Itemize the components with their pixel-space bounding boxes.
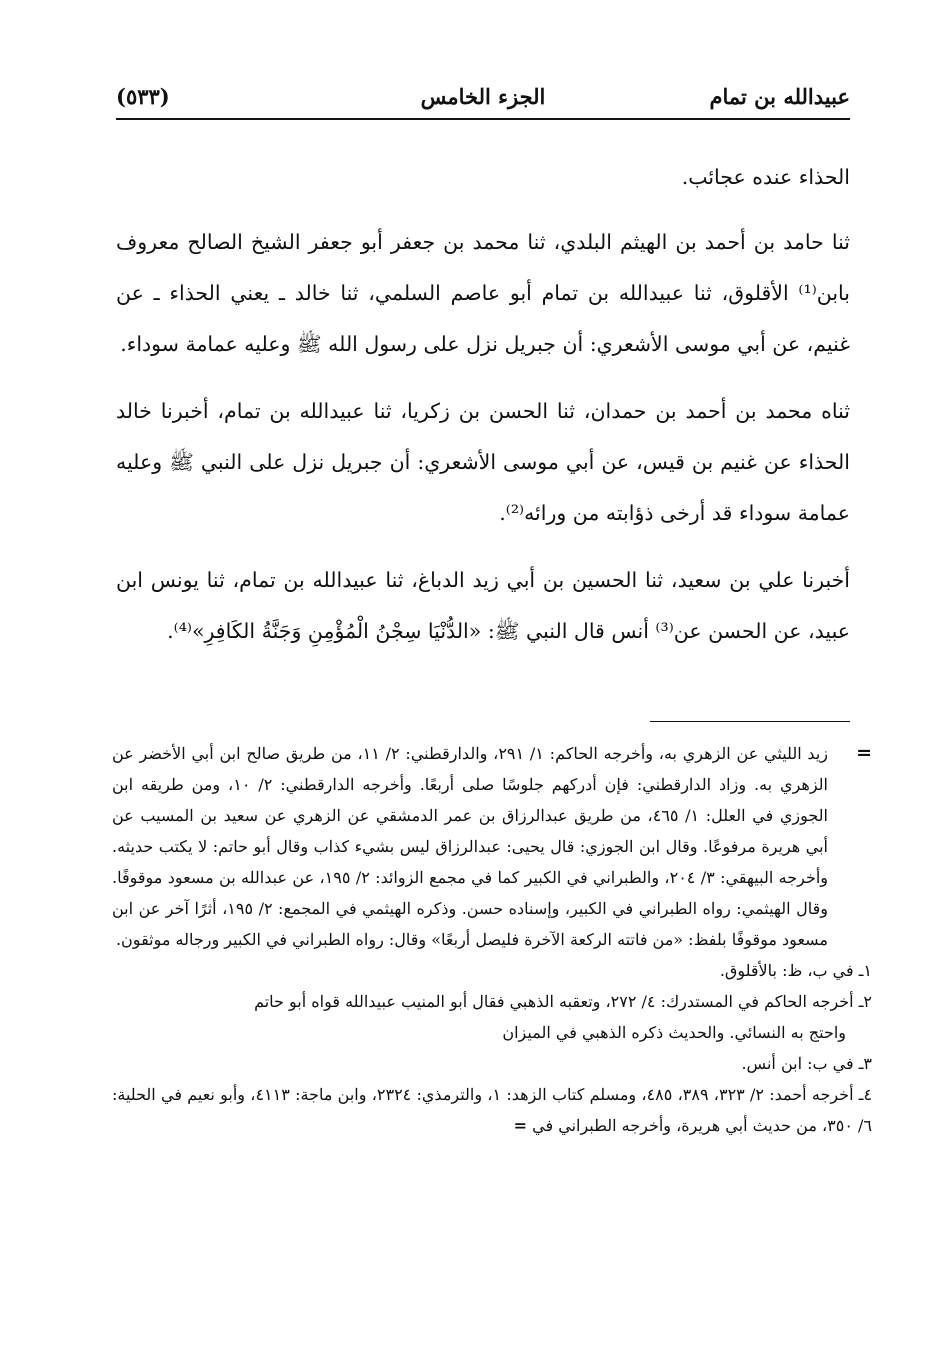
footnote-4-text: ٤ـ أخرجه أحمد: ٢/ ٣٢٣، ٣٨٩، ٤٨٥، ومسلم كتاب الزهد: ١، والترمذي: ٢٣٢٤، وابن ماجة: ٤١١٣، وأبو نعيم في الحلية: ٦/ ٣٥٠، من حديث أبي هريرة، وأخرجه الطبراني في [112, 1085, 873, 1135]
continuation-text: زيد الليثي عن الزهري به، وأخرجه الحاكم: ١/ ٢٩١، والدارقطني: ٢/ ١١، من طريق صالح ابن أبي الأخضر عن الزهري به. وزاد الدارقطني: فإن أدركهم جلوسًا صلى أربعًا. وأخرجه الدارقطني: ٢/ ١٠، ومن طريقه ابن الجوزي في العلل: ١/ ٤٦٥، من طريق عبدالرزاق بن عمر الدمشقي عن الزهري عن سعيد بن المسيب عن أبي هريرة مرفوعًا. وقال ابن الجوزي: قال يحيى: عبدالرزاق ليس بشيء كذاب وقال أبو حاتم: لا يكتب حديثه. وأخرجه البيهقي: ٣/ ٢٠٤، والطبراني في الكبير كما في مجمع الزوائد: ٢/ ١٩٥، عن عبدالله بن مسعود موقوفًا. وقال الهيثمي: رواه الطبراني في الكبير، وإسناده حسن. وذكره الهيثمي في المجمع: ٢/ ١٩٥، أثرًا آخر عن ابن مسعود موقوفًا بلفظ: «من فاتته الركعة الآخرة فليصل أربعًا» وقال: رواه الطبراني في الكبير ورجاله موثقون. [112, 744, 829, 949]
paragraph-1: الحذاء عنده عجائب. [681, 165, 850, 189]
header-author: عبيدالله بن تمام [709, 84, 850, 109]
footnote-2-continued: واحتج به النسائي. والحديث ذكره الذهبي في الميزان [502, 1023, 846, 1042]
footnotes [112, 738, 872, 1141]
paragraph-2: ثنا حامد بن أحمد بن الهيثم البلدي، ثنا محمد بن جعفر أبو جعفر الشيخ الصالح معروف بابن⁽¹⁾ الأقلوق، ثنا عبيدالله بن تمام أبو عاصم السلمي، ثنا خالد ـ يعني الحذاء ـ عن غنيم، عن أبي موسى الأشعري: أن جبريل نزل على رسول الله ﷺ وعليه عمامة سوداء. [116, 230, 850, 356]
continuation-marker: = [856, 742, 872, 764]
footnote-separator [650, 721, 850, 722]
footnote-2: ٢ـ أخرجه الحاكم في المستدرك: ٤/ ٢٧٢، وتعقبه الذهبي فقال أبو المنيب عبيدالله قواه أبو حاتم [254, 992, 872, 1011]
footnote-1: ١ـ في ب، ظ: بالأقلوق. [719, 961, 872, 980]
running-header [116, 84, 850, 118]
footnote-3: ٣ـ في ب: ابن أنس. [741, 1054, 872, 1073]
header-part-title: الجزء الخامس [420, 84, 546, 109]
footnote-continuation [112, 738, 872, 955]
paragraph-4: أخبرنا علي بن سعيد، ثنا الحسين بن أبي زيد الدباغ، ثنا عبيدالله بن تمام، ثنا يونس ابن عبيد، عن الحسن عن⁽³⁾ أنس قال النبي ﷺ: «الدُّنْيَا سِجْنُ الْمُؤْمِنِ وَجَنَّةُ الكَافِرِ»⁽⁴⁾. [116, 568, 850, 643]
header-rule [116, 118, 850, 120]
paragraph-3: ثناه محمد بن أحمد بن حمدان، ثنا الحسن بن زكريا، ثنا عبيدالله بن تمام، أخبرنا خالد الحذاء عن غنيم بن قيس، عن أبي موسى الأشعري: أن جبريل نزل على النبي ﷺ وعليه عمامة سوداء قد أرخى ذؤابته من ورائه⁽²⁾. [116, 399, 850, 525]
footnote-4 [112, 1079, 872, 1141]
main-text [116, 152, 850, 673]
footnote-4-end-marker: = [513, 1116, 528, 1135]
page-number: (٥٣٣) [116, 84, 170, 109]
